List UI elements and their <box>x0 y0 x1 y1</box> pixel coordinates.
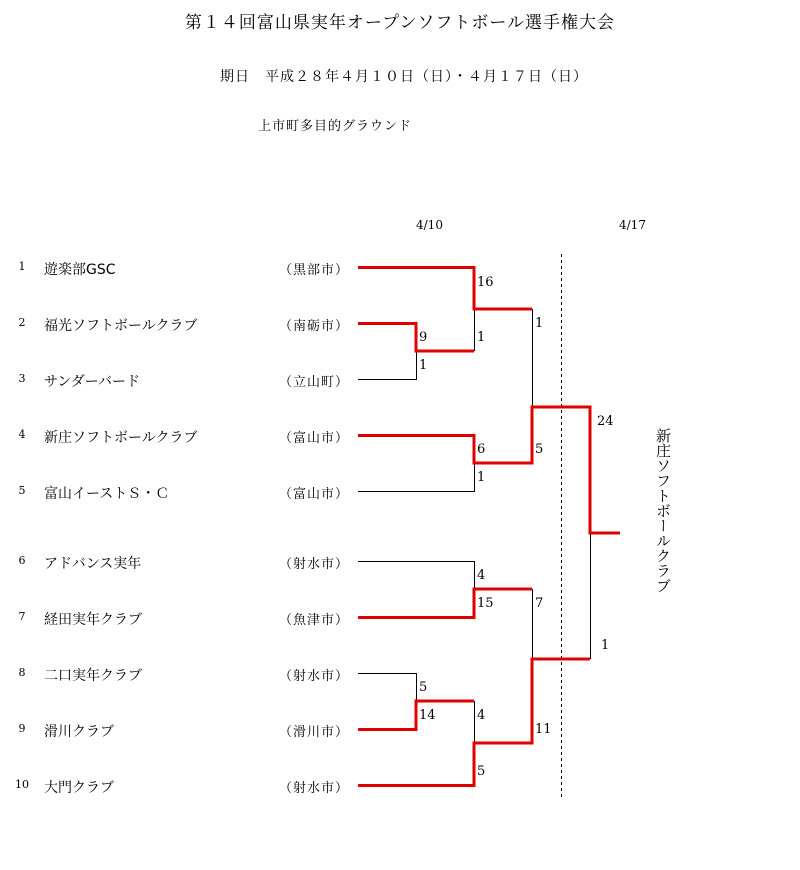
score-label: 1 <box>477 470 486 485</box>
team-city: （黒部市） <box>279 263 350 278</box>
score-label: 15 <box>477 596 494 611</box>
team-name: 富山イーストＳ・Ｃ <box>44 486 170 502</box>
line-team8 <box>358 674 417 702</box>
team-name: サンダーバード <box>44 374 141 390</box>
score-label: 24 <box>597 414 614 429</box>
team-seed: 6 <box>18 554 26 567</box>
tournament-venue: 上市町多目的グラウンド <box>258 119 413 134</box>
round1-date-label: 4/10 <box>416 218 443 232</box>
win-team2 <box>358 324 474 352</box>
final-date-label: 4/17 <box>619 218 646 232</box>
team-seed: 7 <box>18 610 26 623</box>
score-label: 5 <box>419 680 428 695</box>
team-name: 遊楽部GSC <box>44 262 116 278</box>
win-team7 <box>358 589 532 618</box>
team-city: （射水市） <box>279 781 350 796</box>
score-label: 14 <box>419 708 436 723</box>
team-seed: 9 <box>18 722 26 735</box>
score-label: 5 <box>535 442 544 457</box>
team-city: （滑川市） <box>279 725 350 740</box>
line-team6 <box>358 562 475 590</box>
team-city: （射水市） <box>279 557 350 572</box>
score-label: 1 <box>477 330 486 345</box>
score-label: 9 <box>419 330 428 345</box>
score-label: 5 <box>477 764 486 779</box>
score-label: 1 <box>535 316 544 331</box>
score-label: 4 <box>477 568 486 583</box>
line-team3 <box>358 351 417 380</box>
win-team9 <box>358 701 474 730</box>
team-name: 二口実年クラブ <box>44 668 142 684</box>
team-name: 滑川クラブ <box>44 724 114 740</box>
team-name: アドバンス実年 <box>44 556 142 572</box>
champion-name: 新庄ソフトボールクラブ <box>654 428 672 593</box>
score-label: 11 <box>535 722 552 737</box>
team-name: 大門クラブ <box>44 780 114 796</box>
team-name: 経田実年クラブ <box>44 612 142 628</box>
team-name: 新庄ソフトボールクラブ <box>44 430 198 446</box>
team-seed: 2 <box>18 316 26 329</box>
win-team1 <box>358 268 532 310</box>
team-seed: 10 <box>15 778 29 791</box>
team-seed: 4 <box>18 428 26 441</box>
team-city: （魚津市） <box>279 613 350 628</box>
team-city: （南砺市） <box>279 319 350 334</box>
score-label: 4 <box>477 708 486 723</box>
team-seed: 3 <box>18 372 26 385</box>
score-label: 16 <box>477 275 494 290</box>
tournament-title: 第１４回富山県実年オープンソフトボール選手権大会 <box>184 13 616 33</box>
score-label: 7 <box>535 596 544 611</box>
tournament-dates: 期日 平成２８年４月１０日（日）・４月１７日（日） <box>220 69 588 85</box>
team-city: （射水市） <box>279 669 350 684</box>
score-label: 1 <box>419 358 428 373</box>
team-seed: 1 <box>18 260 26 273</box>
team-seed: 5 <box>18 484 26 497</box>
team-city: （富山市） <box>279 431 350 446</box>
win-team4 <box>358 407 620 533</box>
team-name: 福光ソフトボールクラブ <box>44 318 198 334</box>
team-city: （富山市） <box>279 487 350 502</box>
score-label: 6 <box>477 442 486 457</box>
line-team5 <box>358 463 475 492</box>
team-seed: 8 <box>18 666 26 679</box>
score-label: 1 <box>601 638 610 653</box>
team-city: （立山町） <box>279 375 350 390</box>
